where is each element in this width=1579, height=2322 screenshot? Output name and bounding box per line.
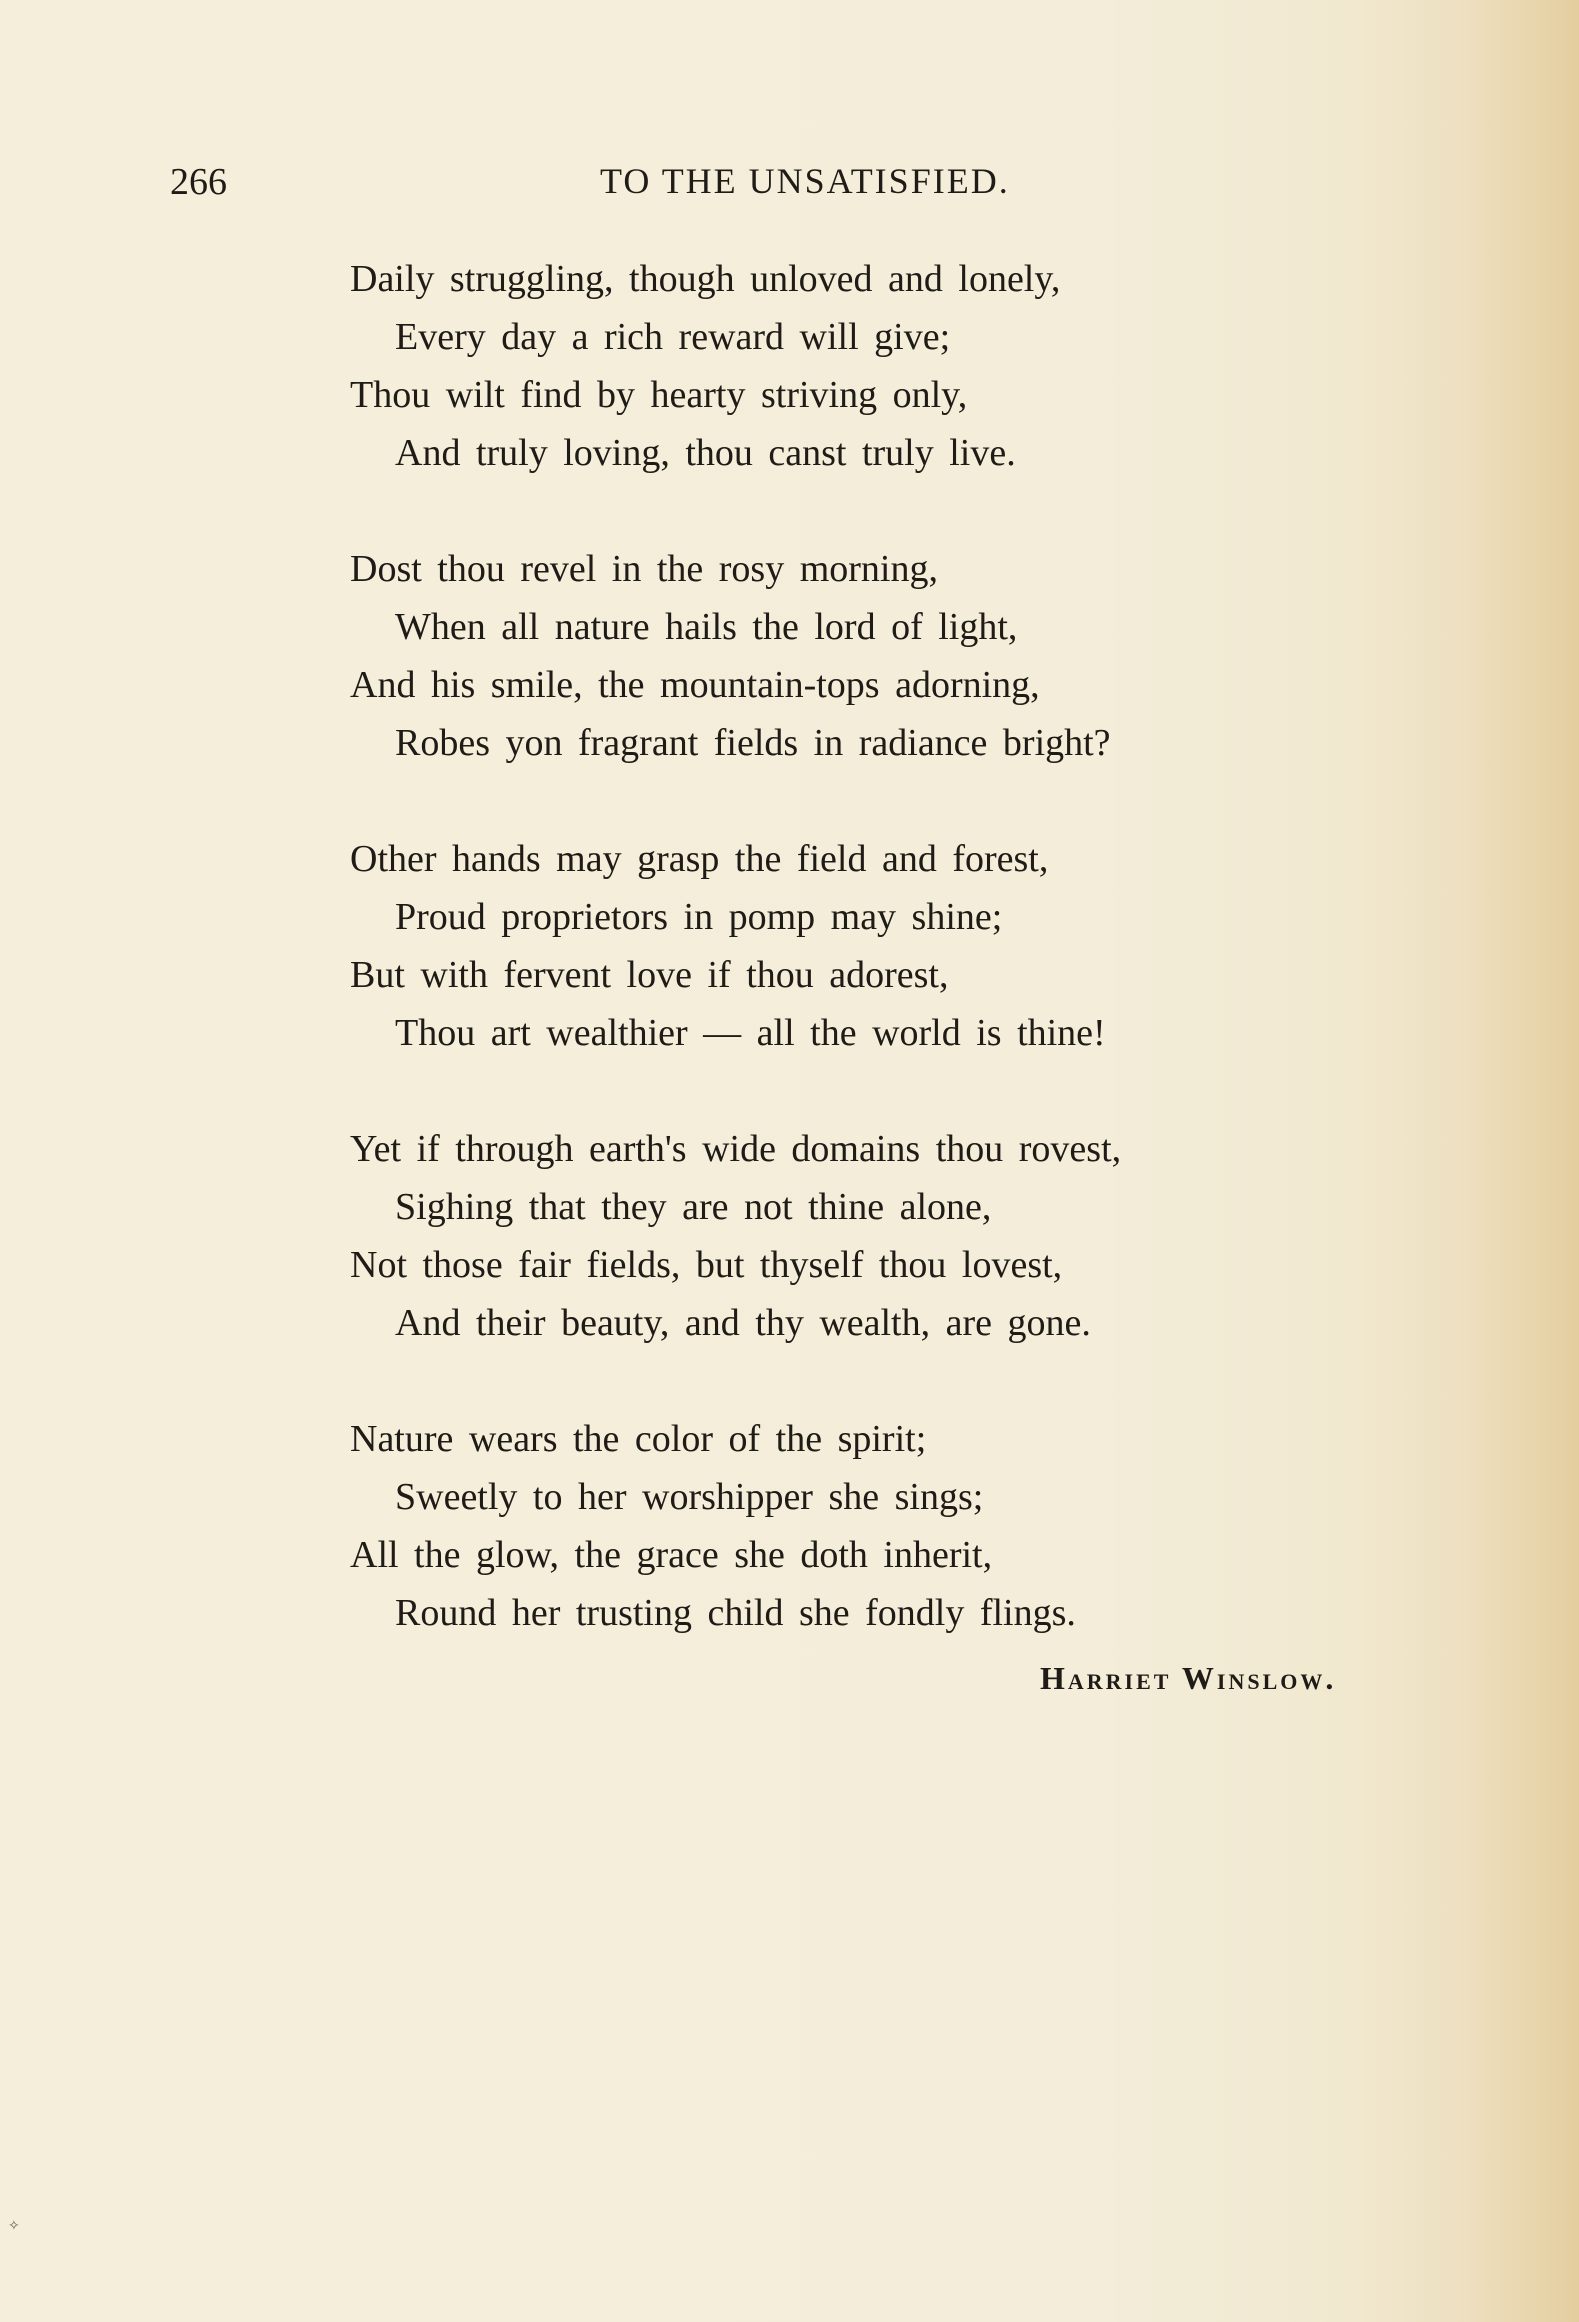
- poem: [350, 250, 1350, 1700]
- page-number: 266: [170, 161, 227, 203]
- stanza-1: [350, 250, 1350, 482]
- poem-line: Thou art wealthier — all the world is thine!: [395, 1012, 1106, 1054]
- poem-line: And their beauty, and thy wealth, are gone.: [395, 1302, 1091, 1344]
- poem-line: Yet if through earth's wide domains thou rovest,: [350, 1128, 1122, 1170]
- poem-line: Sweetly to her worshipper she sings;: [395, 1476, 984, 1518]
- author-signature: Harriet Winslow.: [1040, 1660, 1337, 1696]
- poem-line: Round her trusting child she fondly flings.: [395, 1592, 1076, 1634]
- poem-line: All the glow, the grace she doth inherit,: [350, 1534, 993, 1576]
- poem-line: Dost thou revel in the rosy morning,: [350, 548, 938, 590]
- poem-line: And his smile, the mountain-tops adorning,: [350, 664, 1040, 706]
- poem-line: Sighing that they are not thine alone,: [395, 1186, 992, 1228]
- poem-line: Thou wilt find by hearty striving only,: [350, 374, 968, 416]
- stanza-3: [350, 830, 1350, 1062]
- poem-line: Robes yon fragrant fields in radiance bright?: [395, 722, 1111, 764]
- paper-speck-icon: ✧: [8, 2219, 20, 2234]
- poem-line: But with fervent love if thou adorest,: [350, 954, 949, 996]
- stanza-5: [350, 1410, 1350, 1642]
- poem-line: Nature wears the color of the spirit;: [350, 1418, 927, 1460]
- poem-line: Other hands may grasp the field and forest,: [350, 838, 1049, 880]
- poem-line: Every day a rich reward will give;: [395, 316, 951, 358]
- stanza-4: [350, 1120, 1350, 1352]
- stanza-2: [350, 540, 1350, 772]
- page-header: [170, 150, 1180, 220]
- poem-line: Not those fair fields, but thyself thou lovest,: [350, 1244, 1063, 1286]
- poem-line: When all nature hails the lord of light,: [395, 606, 1018, 648]
- poem-line: Daily struggling, though unloved and lonely,: [350, 258, 1061, 300]
- poem-line: And truly loving, thou canst truly live.: [395, 432, 1016, 474]
- running-title: TO THE UNSATISFIED.: [600, 161, 1010, 201]
- poem-line: Proud proprietors in pomp may shine;: [395, 896, 1003, 938]
